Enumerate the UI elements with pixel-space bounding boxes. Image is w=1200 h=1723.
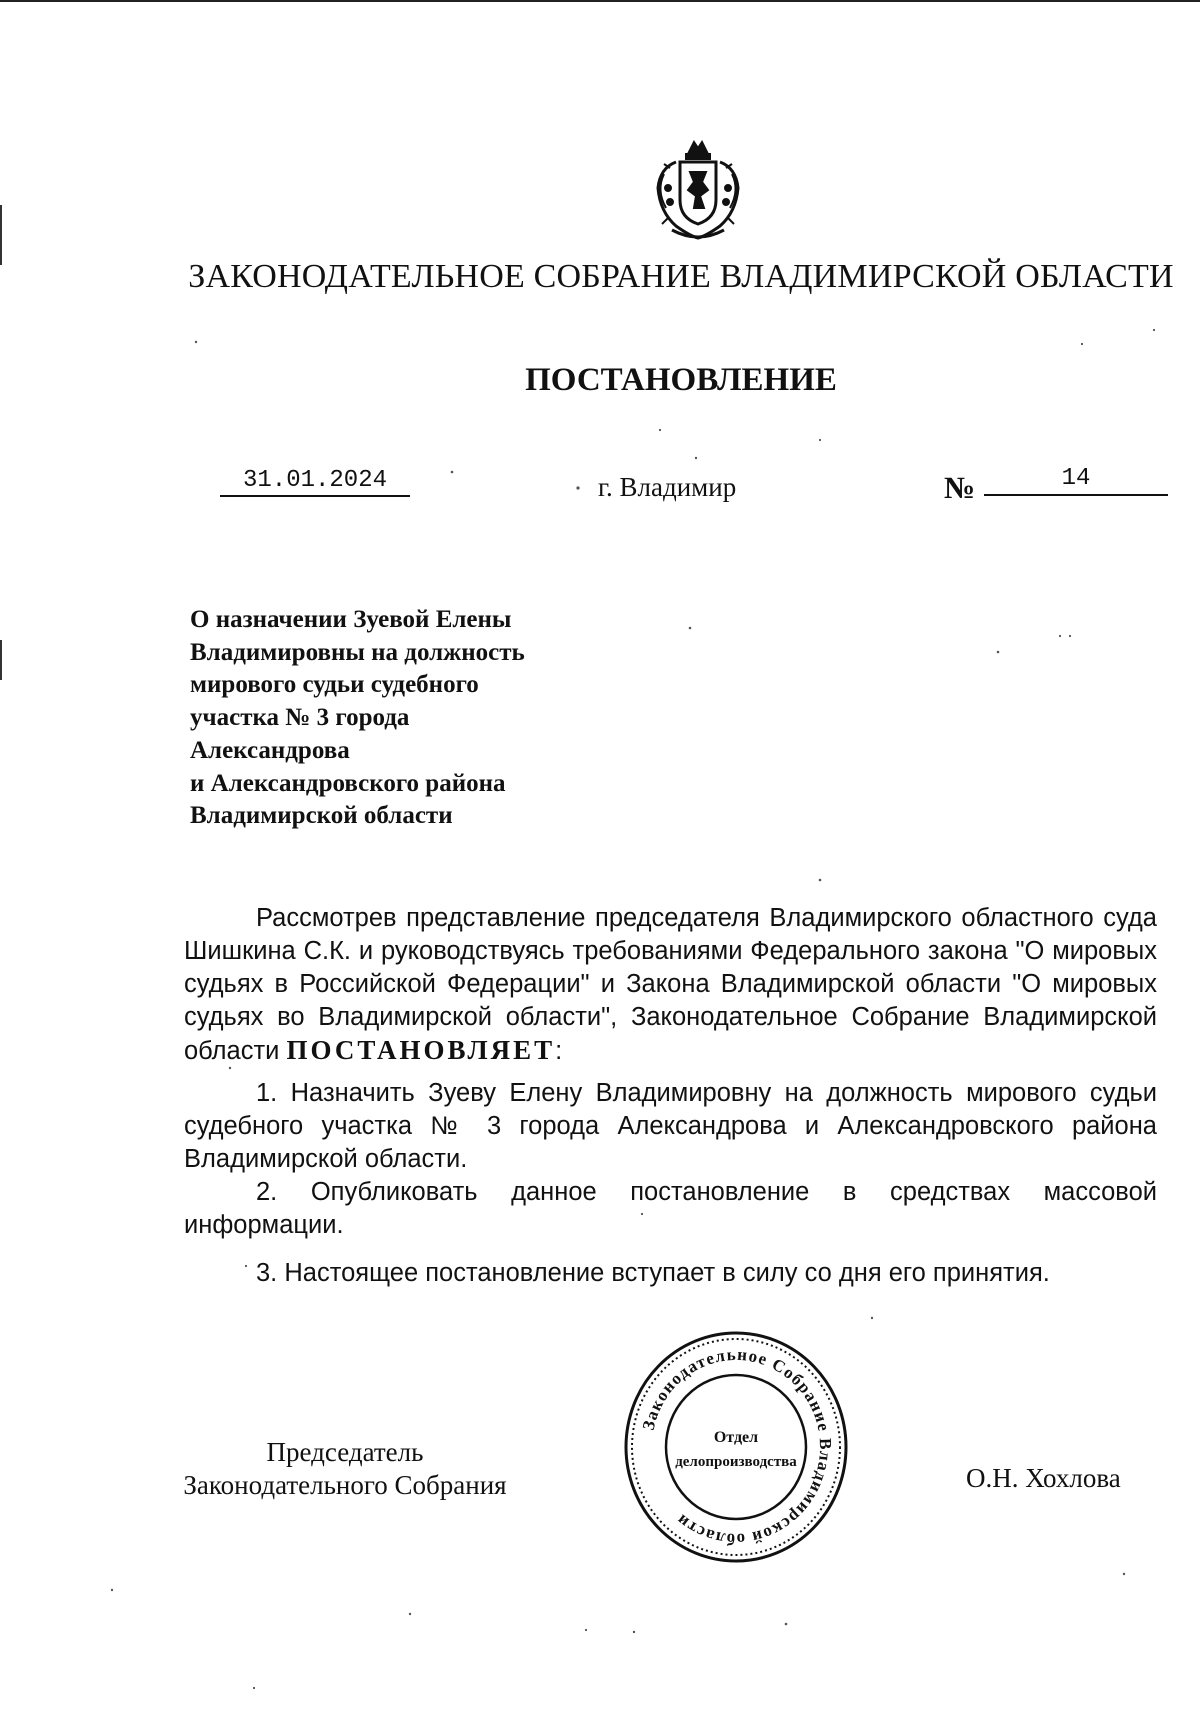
subject-line: мирового судьи судебного: [190, 671, 479, 699]
resolution-item: 1. Назначить Зуеву Елену Владимировну на должность мирового судьи судебного участка № 3 города Александрова и Александровского района Владимирской области.: [184, 1079, 1157, 1173]
preamble-text: Рассмотрев представление председателя Владимирского областного суда Шишкина С.К. и руководствуясь требованиями Федерального закона "О мировых судьях в Российской Федерации" и Закона Владимирской области "О мировых судьях во Владимирской области", Законодательное Собрание Владимирской области: [184, 904, 1157, 1065]
document-city: г. Владимир: [598, 472, 737, 502]
document-type-heading: ПОСТАНОВЛЕНИЕ: [525, 362, 837, 398]
decree-word: ПОСТАНОВЛЯЕТ: [286, 1035, 556, 1065]
stamp-center-line: делопроизводства: [675, 1454, 797, 1470]
signatory-title-line: Председатель: [266, 1437, 424, 1467]
signatory-name: О.Н. Хохлова: [966, 1463, 1121, 1493]
stamp-center-line: Отдел: [713, 1429, 759, 1446]
subject-line: участка № 3 города: [190, 704, 410, 732]
subject-line: О назначении Зуевой Елены: [190, 606, 512, 633]
signatory-title-line: Законодательного Собрания: [183, 1470, 507, 1500]
document-date: 31.01.2024: [220, 467, 410, 497]
subject-line: Владимирской области: [190, 802, 453, 830]
decree-colon: :: [555, 1037, 563, 1065]
number-sign: №: [944, 470, 976, 505]
subject-line: и Александровского района: [190, 769, 506, 797]
resolution-item: 2. Опубликовать данное постановление в средствах массовой информации.: [184, 1178, 1157, 1239]
document-number: 14: [984, 463, 1168, 496]
subject-line: Владимировны на должность: [190, 638, 525, 666]
subject-line: Александрова: [190, 736, 350, 764]
organization-title: ЗАКОНОДАТЕЛЬНОЕ СОБРАНИЕ ВЛАДИМИРСКОЙ ОБЛАСТИ: [188, 258, 1174, 295]
resolution-item: 3. Настоящее постановление вступает в силу со дня его принятия.: [256, 1259, 1050, 1287]
stamp-ring-text: Законодательное Собрание Владимирской области: [638, 1344, 836, 1550]
